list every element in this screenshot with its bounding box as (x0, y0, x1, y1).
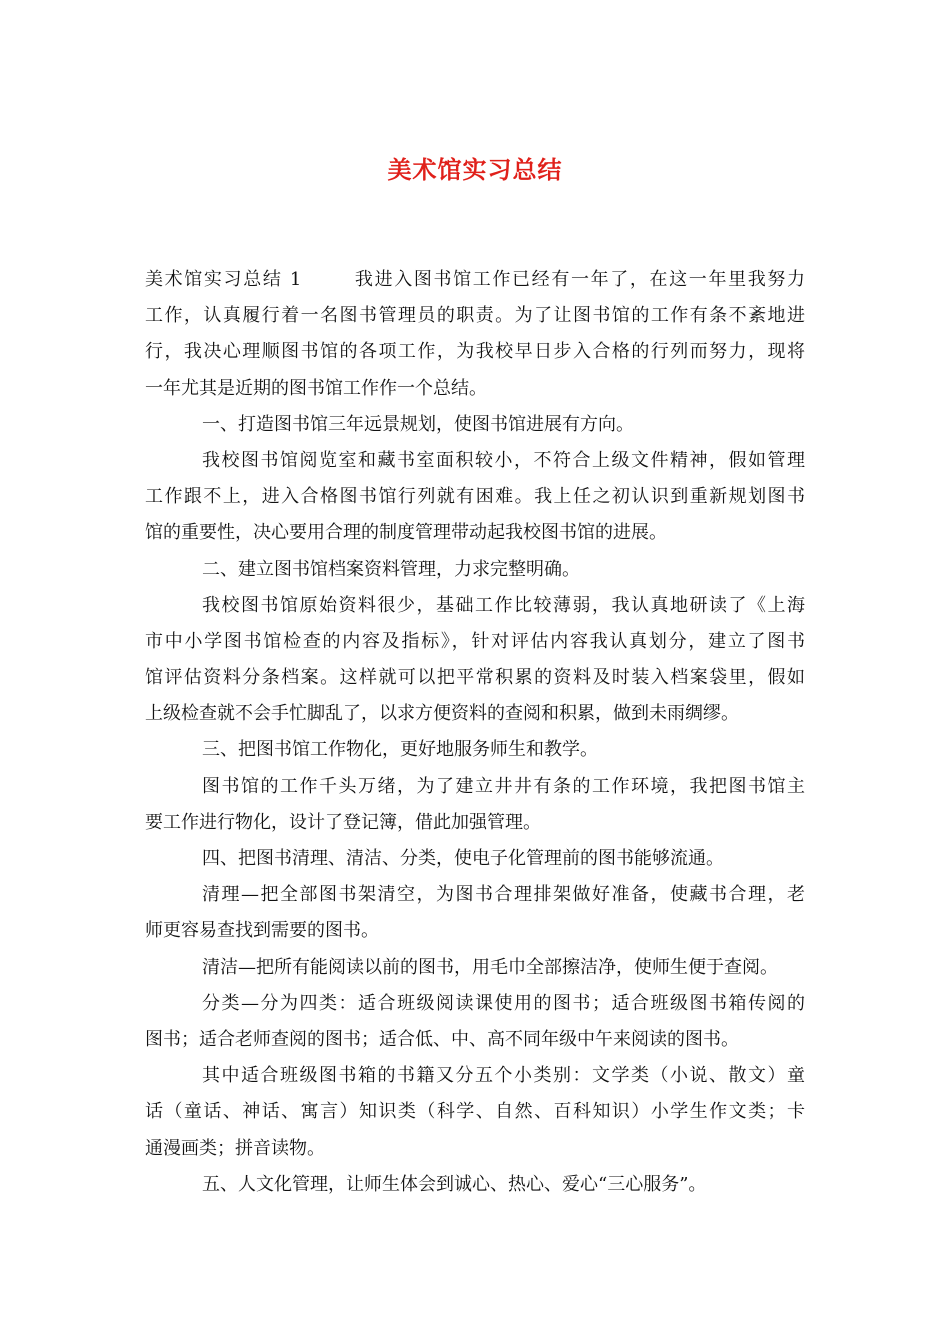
paragraph-line: 话（童话、神话、寓言）知识类（科学、自然、百科知识）小学生作文类；卡 (145, 1101, 805, 1123)
paragraph-line: 其中适合班级图书箱的书籍又分五个小类别：文学类（小说、散文）童 (202, 1065, 805, 1087)
paragraph-line: 一年尤其是近期的图书馆工作作一个总结。 (145, 377, 487, 399)
paragraph-line (145, 262, 805, 298)
section-heading: 三、把图书馆工作物化，更好地服务师生和教学。 (202, 739, 598, 761)
paragraph-line: 上级检查就不会手忙脚乱了，以求方便资料的查阅和积累，做到未雨绸缪。 (145, 703, 739, 725)
paragraph-line: 我校图书馆原始资料很少，基础工作比较薄弱，我认真地研读了《上海 (202, 594, 805, 616)
paragraph-line: 图书馆的工作千头万绪，为了建立井井有条的工作环境，我把图书馆主 (202, 775, 805, 797)
section-heading: 五、人文化管理，让师生体会到诚心、热心、爱心“三心服务”。 (202, 1173, 707, 1195)
section-heading: 二、建立图书馆档案资料管理，力求完整明确。 (202, 558, 580, 580)
paragraph-line: 通漫画类；拼音读物。 (145, 1137, 325, 1159)
section-heading: 美术馆实习总结 1 (145, 269, 302, 290)
paragraph-line: 行，我决心理顺图书馆的各项工作，为我校早日步入合格的行列而努力，现将 (145, 341, 805, 363)
paragraph-line: 工作，认真履行着一名图书管理员的职责。为了让图书馆的工作有条不紊地进 (145, 305, 805, 327)
section-heading: 四、把图书清理、清洁、分类，使电子化管理前的图书能够流通。 (202, 848, 724, 869)
paragraph-line: 清理—把全部图书架清空，为图书合理排架做好准备，使藏书合理，老 (202, 884, 805, 906)
paragraph-line: 要工作进行物化，设计了登记簿，借此加强管理。 (145, 811, 541, 833)
document-title: 美术馆实习总结 (387, 155, 563, 184)
paragraph-line: 市中小学图书馆检查的内容及指标》，针对评估内容我认真划分，建立了图书 (145, 630, 805, 652)
document-body (145, 262, 805, 1203)
paragraph-line: 图书；适合老师查阅的图书；适合低、中、高不同年级中午来阅读的图书。 (145, 1028, 739, 1050)
paragraph-line: 馆评估资料分条档案。这样就可以把平常积累的资料及时装入档案袋里，假如 (145, 667, 805, 689)
paragraph-line: 清洁—把所有能阅读以前的图书，用毛巾全部擦洁净，使师生便于查阅。 (202, 956, 778, 978)
paragraph-line: 我校图书馆阅览室和藏书室面积较小，不符合上级文件精神，假如管理 (202, 449, 805, 471)
paragraph-line: 馆的重要性，决心要用合理的制度管理带动起我校图书馆的进展。 (145, 522, 667, 544)
paragraph-line: 分类—分为四类：适合班级阅读课使用的图书；适合班级图书箱传阅的 (202, 992, 805, 1014)
paragraph-line: 师更容易查找到需要的图书。 (145, 920, 379, 942)
section-heading: 一、打造图书馆三年远景规划，使图书馆进展有方向。 (202, 413, 634, 435)
paragraph-line: 工作跟不上，进入合格图书馆行列就有困难。我上任之初认识到重新规划图书 (145, 486, 805, 508)
line-text: 我进入图书馆工作已经有一年了，在这一年里我努力 (353, 269, 805, 290)
